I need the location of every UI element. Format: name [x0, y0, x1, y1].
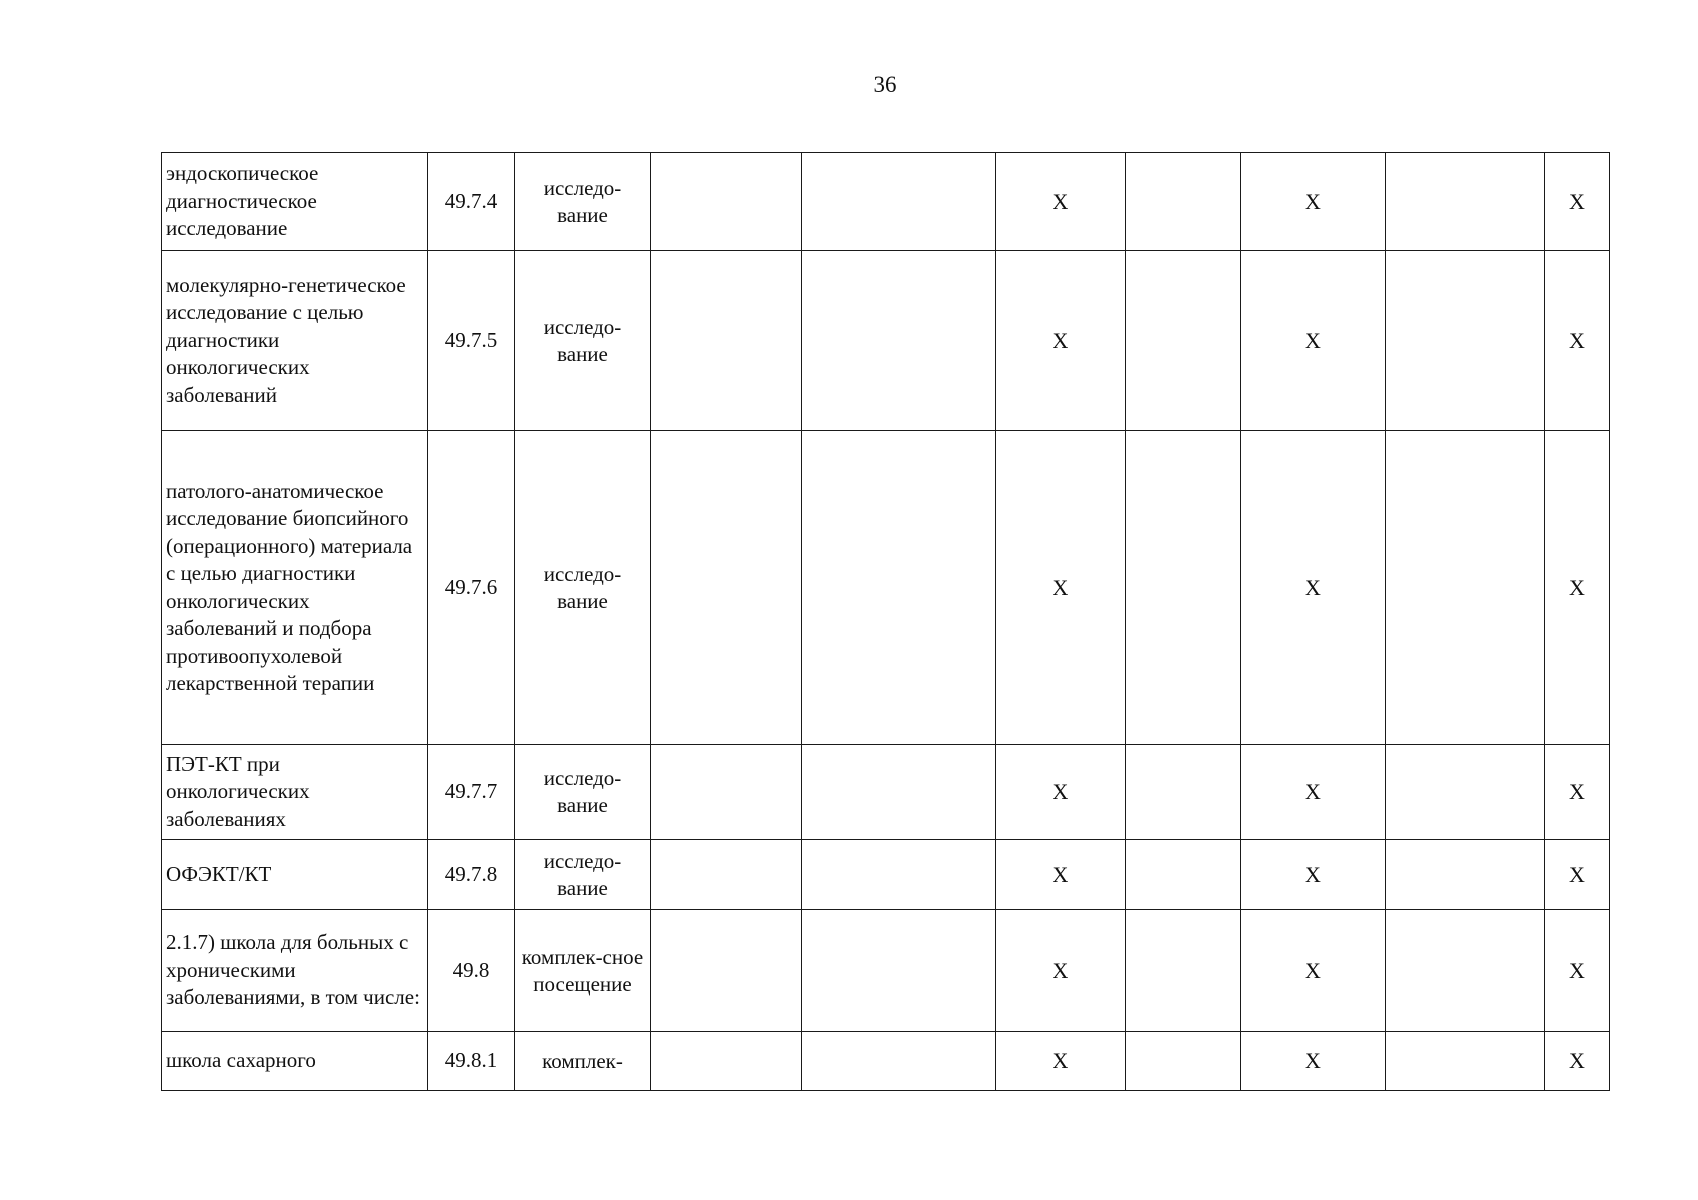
- row-unit: исследо-вание: [515, 745, 651, 840]
- row-mark: X: [996, 745, 1126, 840]
- row-cell: [1386, 1032, 1545, 1091]
- row-cell: [802, 1032, 996, 1091]
- row-code: 49.7.8: [428, 840, 515, 910]
- row-unit: исследо-вание: [515, 431, 651, 745]
- row-cell: [651, 1032, 802, 1091]
- row-mark: X: [1545, 153, 1610, 251]
- row-mark: X: [1545, 840, 1610, 910]
- row-mark: X: [996, 1032, 1126, 1091]
- row-mark: X: [1545, 431, 1610, 745]
- row-code: 49.7.4: [428, 153, 515, 251]
- row-unit: комплек-: [515, 1032, 651, 1091]
- row-code: 49.7.7: [428, 745, 515, 840]
- row-mark: X: [1241, 910, 1386, 1032]
- row-cell: [802, 745, 996, 840]
- table-row: [162, 251, 1610, 431]
- row-mark: X: [1545, 910, 1610, 1032]
- row-mark: X: [1241, 251, 1386, 431]
- row-cell: [802, 153, 996, 251]
- row-name: школа сахарного: [162, 1032, 428, 1091]
- row-cell: [1386, 153, 1545, 251]
- table-row: [162, 910, 1610, 1032]
- table-row: [162, 840, 1610, 910]
- row-cell: [651, 251, 802, 431]
- row-cell: [1386, 251, 1545, 431]
- row-cell: [651, 745, 802, 840]
- row-cell: [802, 431, 996, 745]
- row-mark: X: [996, 251, 1126, 431]
- row-cell: [1126, 745, 1241, 840]
- row-mark: X: [1545, 251, 1610, 431]
- row-name: 2.1.7) школа для больных с хроническими заболеваниями, в том числе:: [162, 910, 428, 1032]
- row-cell: [1126, 431, 1241, 745]
- row-mark: X: [1241, 153, 1386, 251]
- row-code: 49.7.6: [428, 431, 515, 745]
- row-cell: [1386, 745, 1545, 840]
- row-mark: X: [996, 153, 1126, 251]
- row-cell: [1386, 840, 1545, 910]
- row-cell: [1386, 910, 1545, 1032]
- table-row: [162, 1032, 1610, 1091]
- row-cell: [1386, 431, 1545, 745]
- row-cell: [651, 431, 802, 745]
- row-name: патолого-анатомическое исследование биопсийного (операционного) материала с целью диагностики онкологических заболеваний и подбора противоопухолевой лекарственной терапии: [162, 431, 428, 745]
- row-code: 49.8.1: [428, 1032, 515, 1091]
- row-cell: [802, 910, 996, 1032]
- row-mark: X: [996, 910, 1126, 1032]
- row-cell: [1126, 910, 1241, 1032]
- table-row: [162, 431, 1610, 745]
- row-unit: исследо-вание: [515, 251, 651, 431]
- row-cell: [651, 153, 802, 251]
- row-name: эндоскопическое диагностическое исследование: [162, 153, 428, 251]
- row-code: 49.8: [428, 910, 515, 1032]
- row-mark: X: [1545, 745, 1610, 840]
- row-cell: [1126, 840, 1241, 910]
- row-unit: исследо-вание: [515, 153, 651, 251]
- row-name: ПЭТ-КТ при онкологических заболеваниях: [162, 745, 428, 840]
- row-mark: X: [1241, 840, 1386, 910]
- row-cell: [1126, 251, 1241, 431]
- row-cell: [1126, 1032, 1241, 1091]
- row-cell: [651, 910, 802, 1032]
- row-cell: [1126, 153, 1241, 251]
- data-table: [161, 152, 1610, 1091]
- table-row: [162, 153, 1610, 251]
- table-row: [162, 745, 1610, 840]
- row-name: ОФЭКТ/КТ: [162, 840, 428, 910]
- row-mark: X: [996, 431, 1126, 745]
- row-unit: исследо-вание: [515, 840, 651, 910]
- row-name: молекулярно-генетическое исследование с целью диагностики онкологических заболеваний: [162, 251, 428, 431]
- row-cell: [802, 840, 996, 910]
- row-cell: [651, 840, 802, 910]
- row-mark: X: [1241, 745, 1386, 840]
- row-mark: X: [1545, 1032, 1610, 1091]
- row-mark: X: [1241, 431, 1386, 745]
- row-code: 49.7.5: [428, 251, 515, 431]
- row-unit: комплек-сное посещение: [515, 910, 651, 1032]
- row-mark: X: [1241, 1032, 1386, 1091]
- row-cell: [802, 251, 996, 431]
- page-number: 36: [873, 72, 897, 97]
- row-mark: X: [996, 840, 1126, 910]
